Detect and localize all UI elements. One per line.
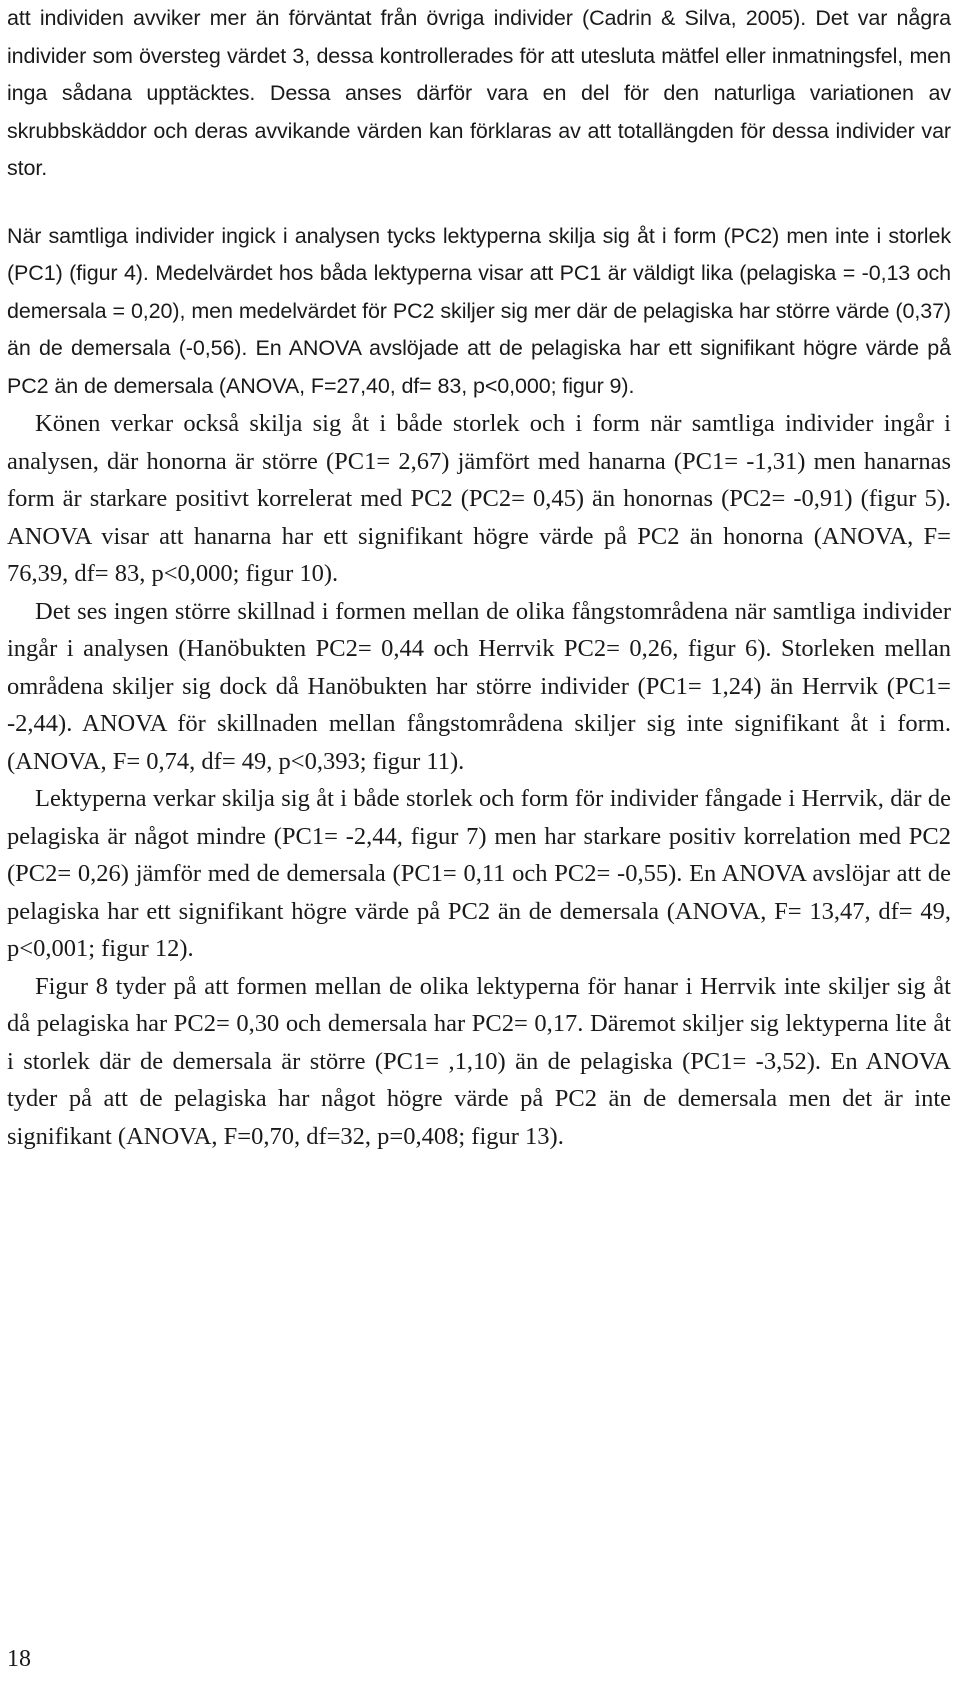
- paragraph-1: att individen avviker mer än förväntat från övriga individer (Cadrin & Silva, 2005). Det var några individer som översteg värdet 3, dessa kontrollerades för att utesluta mätfel eller inmatningsfel, men inga sådana upptäcktes. Dessa anses därför vara en del för den naturliga variationen av skrubbskäddor och deras avvikande värden kan förklaras av att totallängden för dessa individer var stor.: [7, 6, 951, 180]
- paragraph-5: Lektyperna verkar skilja sig åt i både storlek och form för individer fångade i Herrvik, där de pelagiska är något mindre (PC1= -2,44, figur 7) men har starkare positiv korrelation med PC2 (PC2= 0,26) jämför med de demersala (PC1= 0,11 och PC2= -0,55). En ANOVA avslöjar att de pelagiska har ett signifikant högre värde på PC2 än de demersala (ANOVA, F= 13,47, df= 49, p<0,001; figur 12).: [7, 785, 951, 962]
- paragraph-3: Könen verkar också skilja sig åt i både storlek och i form när samtliga individer ingår i analysen, där honorna är större (PC1= 2,67) jämfört med hanarna (PC1= -1,31) men hanarnas form är starkare positivt korrelerat med PC2 (PC2= 0,45) än honornas (PC2= -0,91) (figur 5). ANOVA visar att hanarna har ett signifikant högre värde på PC2 än honorna (ANOVA, F= 76,39, df= 83, p<0,000; figur 10).: [7, 410, 951, 587]
- page-number: 18: [7, 1646, 31, 1672]
- paragraph-4: Det ses ingen större skillnad i formen mellan de olika fångstområdena när samtliga individer ingår i analysen (Hanöbukten PC2= 0,44 och Herrvik PC2= 0,26, figur 6). Storleken mellan områdena skiljer sig dock då Hanöbukten har större individer (PC1= 1,24) än Herrvik (PC1= -2,44). ANOVA för skillnaden mellan fångstområdena skiljer sig inte signifikant åt i form. (ANOVA, F= 0,74, df= 49, p<0,393; figur 11).: [7, 597, 951, 775]
- document-page: [7, 0, 951, 1155]
- paragraph-2: När samtliga individer ingick i analysen tycks lektyperna skilja sig åt i form (PC2) men inte i storlek (PC1) (figur 4). Medelvärdet hos båda lektyperna visar att PC1 är väldigt lika (pelagiska = -0,13 och demersala = 0,20), men medelvärdet för PC2 skiljer sig mer där de pelagiska har större värde (0,37) än de demersala (-0,56). En ANOVA avslöjade att de pelagiska har ett signifikant högre värde på PC2 än de demersala (ANOVA, F=27,40, df= 83, p<0,000; figur 9).: [7, 223, 951, 398]
- paragraph-6: Figur 8 tyder på att formen mellan de olika lektyperna för hanar i Herrvik inte skiljer sig åt då pelagiska har PC2= 0,30 och demersala har PC2= 0,17. Däremot skiljer sig lektyperna lite åt i storlek där de demersala är större (PC1= ,1,10) än de pelagiska (PC1= -3,52). En ANOVA tyder på att de pelagiska har något högre värde på PC2 än de demersala men det är inte signifikant (ANOVA, F=0,70, df=32, p=0,408; figur 13).: [7, 972, 951, 1150]
